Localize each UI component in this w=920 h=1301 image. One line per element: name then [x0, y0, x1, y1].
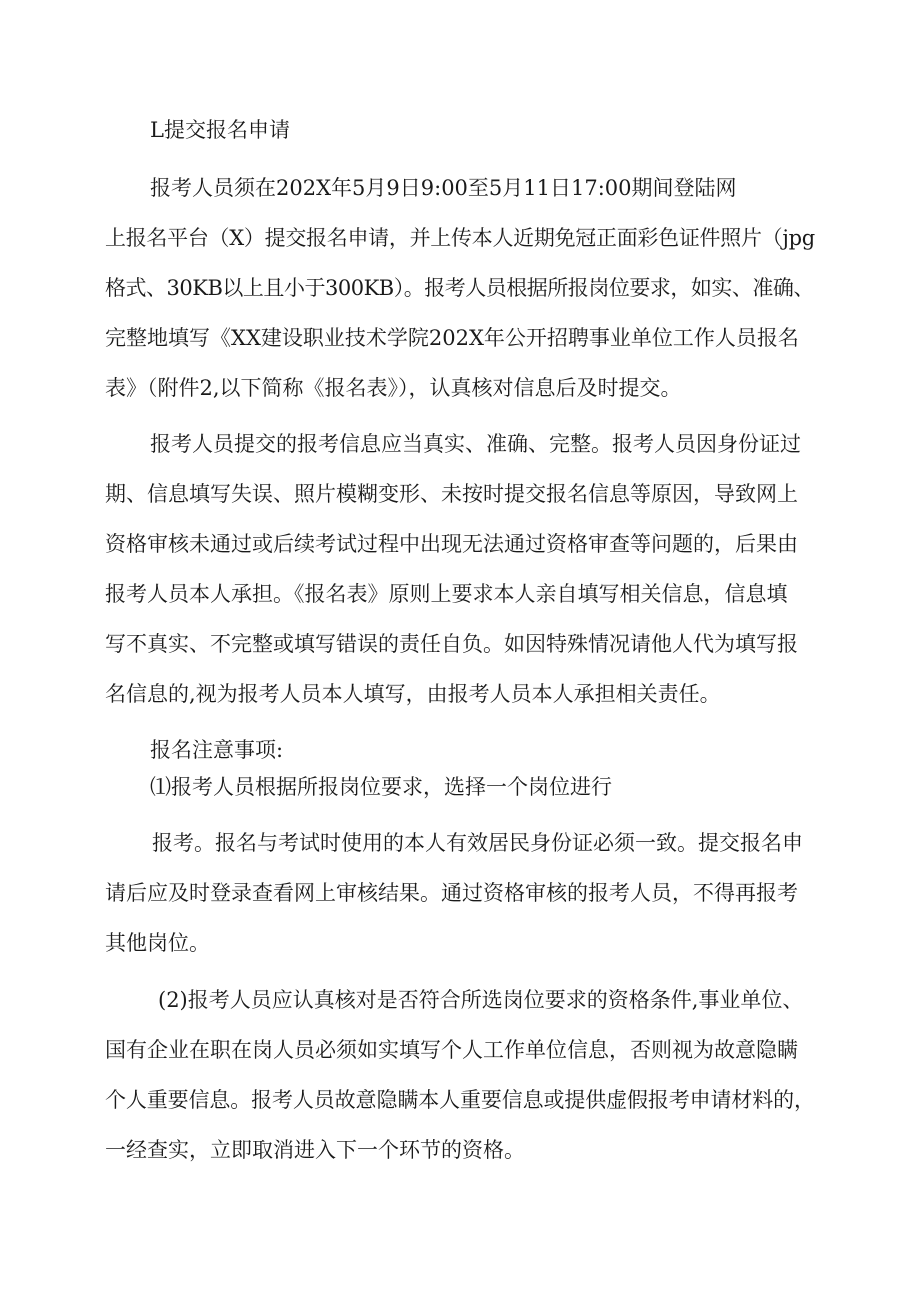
note-1-line-4: 其他岗位。 [105, 931, 210, 955]
note-2-line-1: (2)报考人员应认真核对是否符合所选岗位要求的资格条件,事业单位、 [158, 988, 804, 1012]
paragraph-1-line-4: 完整地填写《XX建设职业技术学院202X年公开招聘事业单位工作人员报名 [105, 326, 799, 350]
note-2-line-4: 一经查实，立即取消进入下一个环节的资格。 [105, 1138, 525, 1162]
paragraph-1-line-2: 上报名平台（X）提交报名申请，并上传本人近期免冠正面彩色证件照片（jpg [105, 226, 815, 250]
paragraph-1-line-3: 格式、30KB以上且小于300KB）。报考人员根据所报岗位要求，如实、准确、 [105, 276, 814, 300]
paragraph-2-line-2: 期、信息填写失误、照片模糊变形、未按时提交报名信息等原因，导致网上 [105, 482, 798, 506]
note-2-line-3: 个人重要信息。报考人员故意隐瞒本人重要信息或提供虚假报考申请材料的， [105, 1088, 815, 1112]
paragraph-1-line-5: 表》（附件2,以下简称《报名表》），认真核对信息后及时提交。 [105, 376, 682, 400]
paragraph-2-line-3: 资格审核未通过或后续考试过程中出现无法通过资格审查等问题的，后果由 [105, 532, 798, 556]
note-1-line-1: ⑴报考人员根据所报岗位要求，选择一个岗位进行 [150, 775, 612, 799]
notes-heading: 报名注意事项: [150, 738, 284, 762]
note-1-line-2: 报考。报名与考试时使用的本人有效居民身份证必须一致。提交报名申 [152, 831, 803, 855]
section-heading: L提交报名申请 [150, 118, 290, 142]
note-2-line-2: 国有企业在职在岗人员必须如实填写个人工作单位信息，否则视为故意隐瞒 [105, 1038, 798, 1062]
paragraph-2-line-5: 写不真实、不完整或填写错误的责任自负。如因特殊情况请他人代为填写报 [105, 632, 798, 656]
paragraph-2-line-6: 名信息的,视为报考人员本人填写，由报考人员本人承担相关责任。 [105, 682, 721, 706]
paragraph-2-line-4: 报考人员本人承担。《报名表》原则上要求本人亲自填写相关信息，信息填 [105, 582, 788, 606]
note-1-line-3: 请后应及时登录查看网上审核结果。通过资格审核的报考人员，不得再报考 [105, 881, 798, 905]
paragraph-1-line-1: 报考人员须在202X年5月9日9:00至5月11日17:00期间登陆网 [150, 176, 737, 200]
paragraph-2-line-1: 报考人员提交的报考信息应当真实、准确、完整。报考人员因身份证过 [150, 432, 801, 456]
